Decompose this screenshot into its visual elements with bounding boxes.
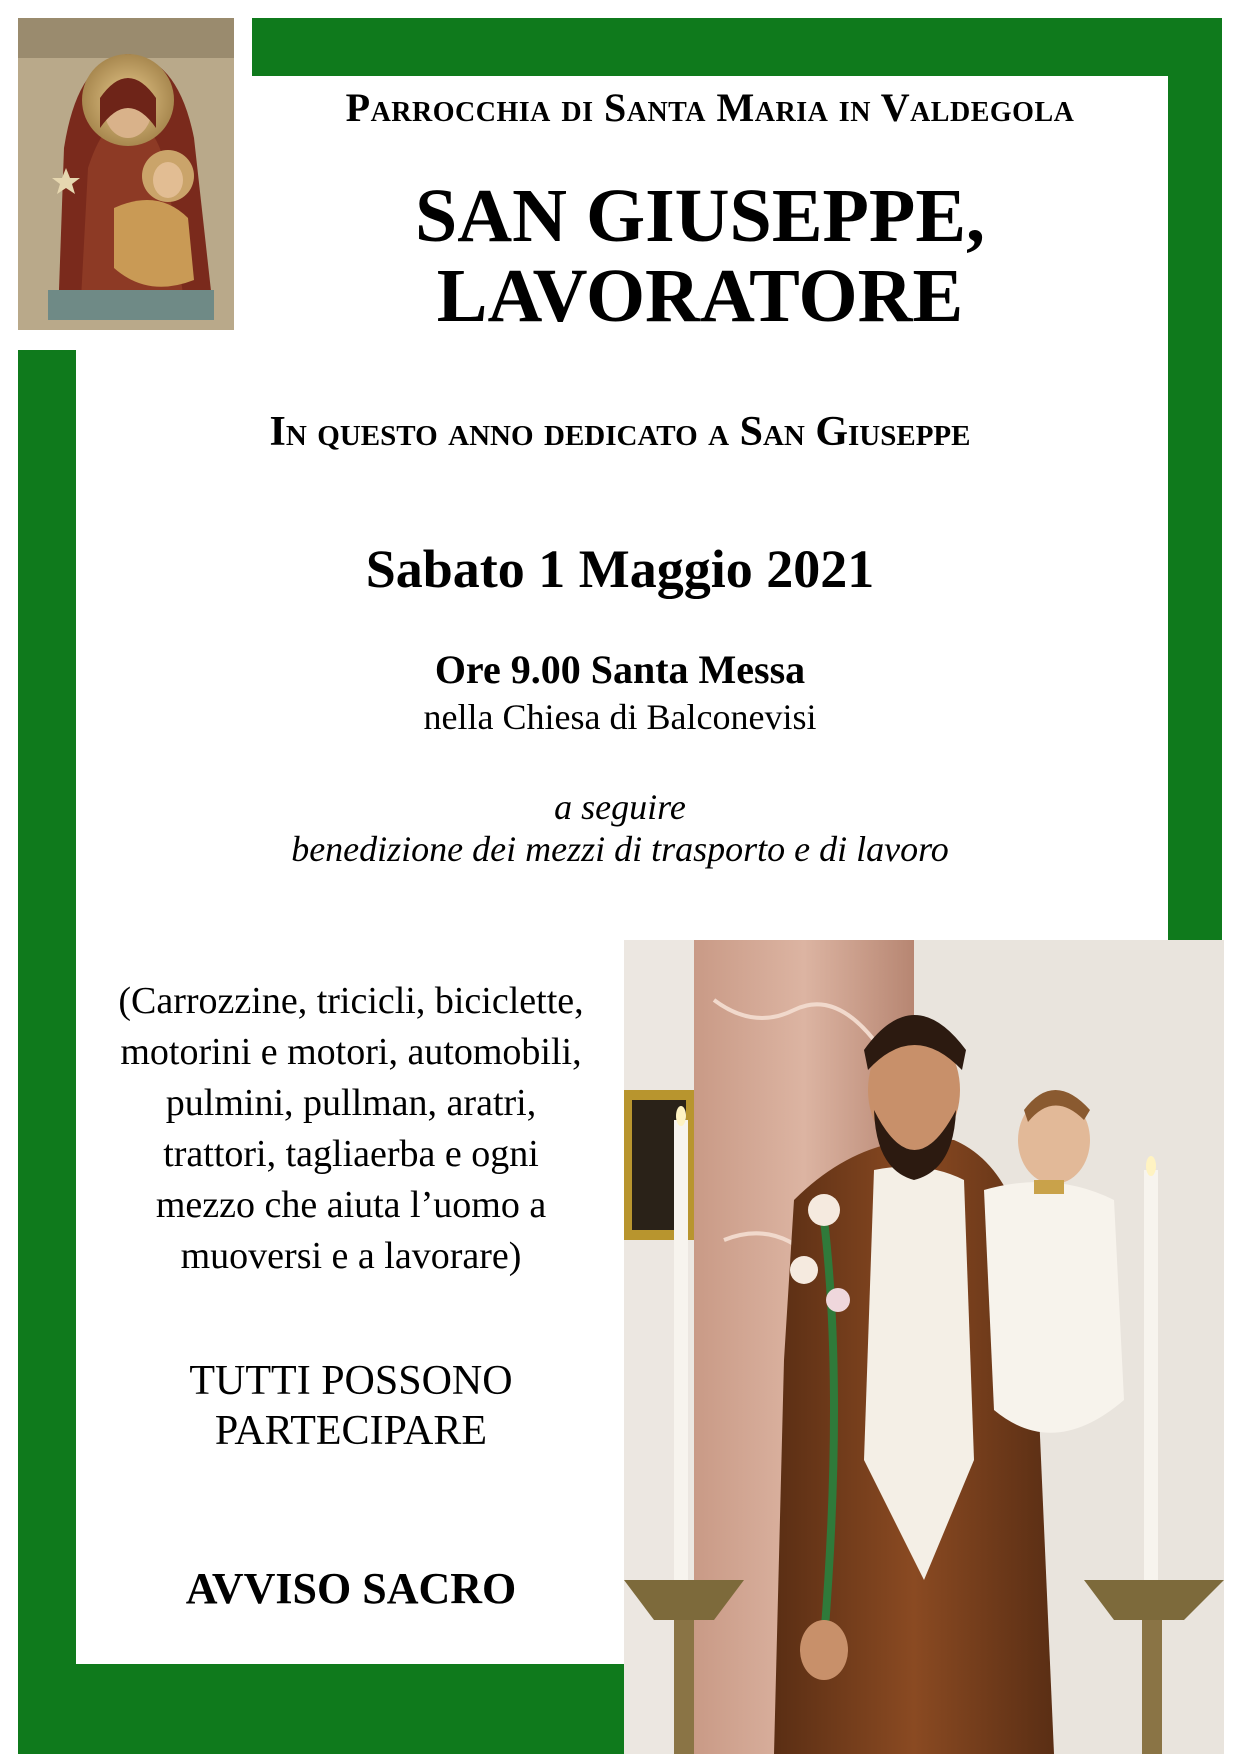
vehicles-line: muoversi e a lavorare)	[180, 1235, 522, 1277]
follow-line-2: benedizione dei mezzi di trasporto e di lavoro	[291, 829, 949, 869]
frame-left-bar	[18, 350, 76, 1754]
vehicles-line: trattori, tagliaerba e ogni	[163, 1133, 539, 1175]
follow-line-1: a seguire	[554, 787, 686, 827]
mass-time: Ore 9.00 Santa Messa	[434, 647, 806, 692]
page-title	[350, 176, 1050, 336]
parish-name: Parrocchia di Santa Maria in Valdegola	[345, 85, 1075, 130]
church-location: nella Chiesa di Balconevisi	[423, 697, 817, 737]
sacred-notice: AVVISO SACRO	[185, 1564, 517, 1613]
madonna-icon-painting	[18, 18, 234, 330]
frame-right-bar	[1168, 18, 1222, 940]
invitation-line-1: TUTTI POSSONO	[189, 1358, 513, 1404]
title-line-2: LAVORATORE	[436, 254, 964, 338]
frame-top-bar	[252, 18, 1222, 76]
title-line-1: SAN GIUSEPPE,	[414, 174, 986, 258]
vehicles-line: (Carrozzine, tricicli, biciclette,	[118, 980, 584, 1022]
follow-up-note	[160, 786, 1080, 870]
subtitle: In questo anno dedicato a San Giuseppe	[269, 409, 971, 455]
vehicles-line: pulmini, pullman, aratri,	[165, 1082, 537, 1124]
event-date: Sabato 1 Maggio 2021	[365, 539, 875, 599]
invitation	[72, 1356, 630, 1456]
vehicles-list	[72, 976, 630, 1282]
vehicles-line: motorini e motori, automobili,	[120, 1031, 582, 1073]
san-giuseppe-statue-photo	[624, 940, 1224, 1754]
frame-bottom-bar	[18, 1664, 630, 1754]
frame-top-bar-left-segment	[252, 18, 272, 38]
invitation-line-2: PARTECIPARE	[214, 1408, 488, 1454]
vehicles-line: mezzo che aiuta l’uomo a	[155, 1184, 547, 1226]
